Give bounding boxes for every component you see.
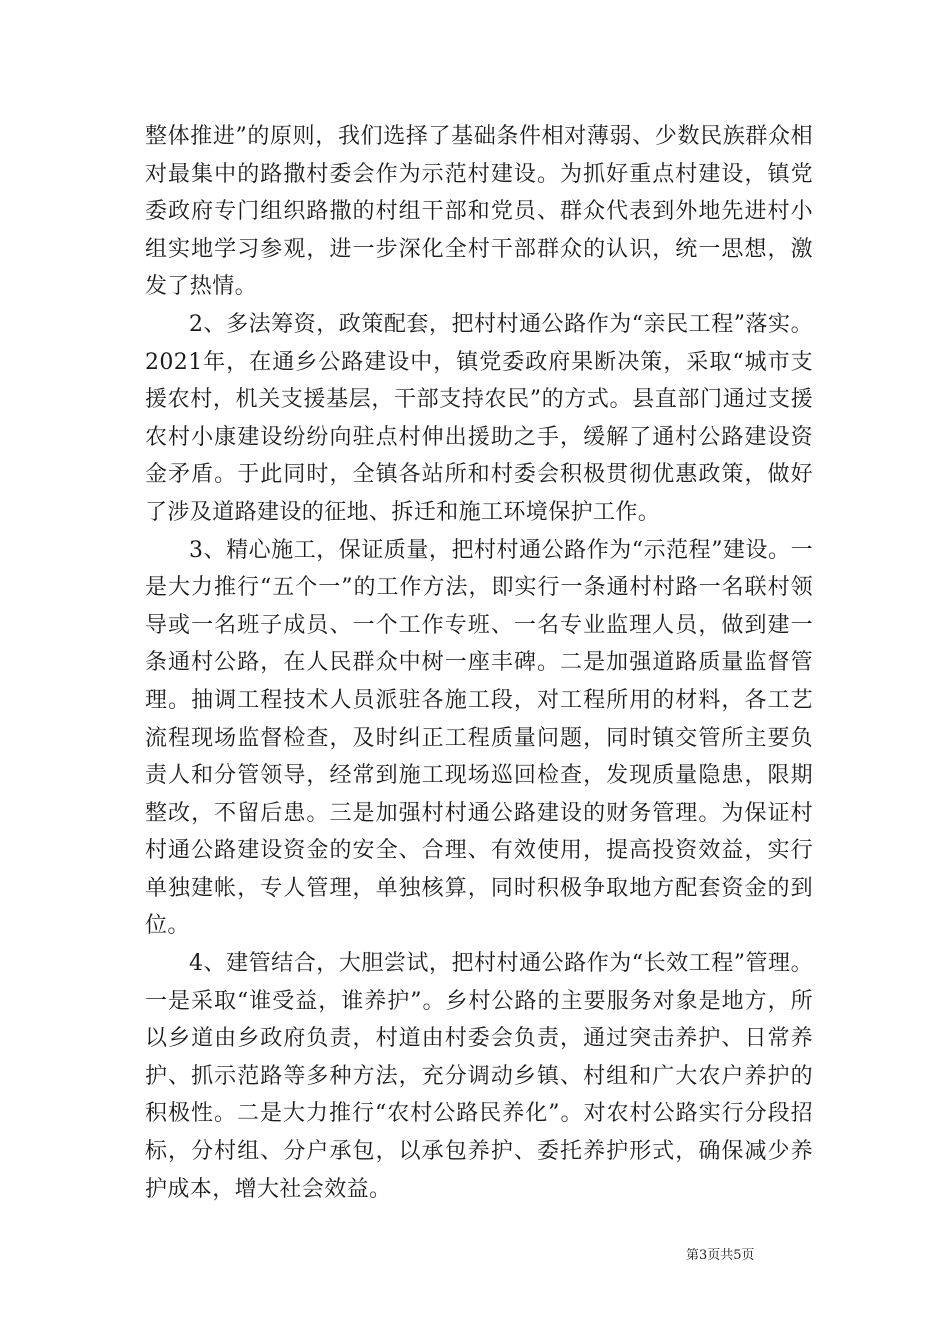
paragraph-construction-quality: 3、精心施工，保证质量，把村村通公路作为“示范程”建设。一是大力推行“五个一”的工作方法，即实行一条通村村路一名联村领导或一名班子成员、一个工作专班、一名专业监理人员，做到建一条通村公路，在人民群众中树一座丰碑。二是加强道路质量监督管理。抽调工程技术人员派驻各施工段，对工程所用的材料，各工艺流程现场监督检查，及时纠正工程质量问题，同时镇交管所主要负责人和分管领导，经常到施工现场巡回检查，发现质量隐患，限期整改，不留后患。三是加强村村通公路建设的财务管理。为保证村村通公路建设资金的安全、合理、有效使用，提高投资效益，实行单独建帐，专人管理，单独核算，同时积极争取地方配套资金的到位。 [145, 537, 813, 939]
paragraph-fundraising: 2、多法筹资，政策配套，把村村通公路作为“亲民工程”落实。2021年，在通乡公路建设中，镇党委政府果断决策，采取“城市支援农村，机关支援基层，干部支持农民”的方式。县直部门通过支援农村小康建设纷纷向驻点村伸出援助之手，缓解了通村公路建设资金矛盾。于此同时，全镇各站所和村委会积极贯彻优惠政策，做好了涉及道路建设的征地、拆迁和施工环境保护工作。 [145, 311, 813, 525]
page-number-footer: 第3页共5页 [686, 1248, 755, 1263]
paragraph-continuation: 整体推进”的原则，我们选择了基础条件相对薄弱、少数民族群众相对最集中的路撒村委会作为示范村建设。为抓好重点村建设，镇党委政府专门组织路撒的村组干部和党员、群众代表到外地先进村小组实地学习参观，进一步深化全村干部群众的认识，统一思想，激发了热情。 [145, 124, 813, 300]
document-body [145, 118, 813, 1208]
paragraph-maintenance: 4、建管结合，大胆尝试，把村村通公路作为“长效工程”管理。一是采取“谁受益，谁养护”。乡村公路的主要服务对象是地方，所以乡道由乡政府负责，村道由村委会负责，通过突击养护、日常养护、抓示范路等多种方法，充分调动乡镇、村组和广大农户养护的积极性。二是大力推行“农村公路民养化”。对农村公路实行分段招标，分村组、分户承包，以承包养护、委托养护形式，确保减少养护成本，增大社会效益。 [145, 951, 813, 1202]
